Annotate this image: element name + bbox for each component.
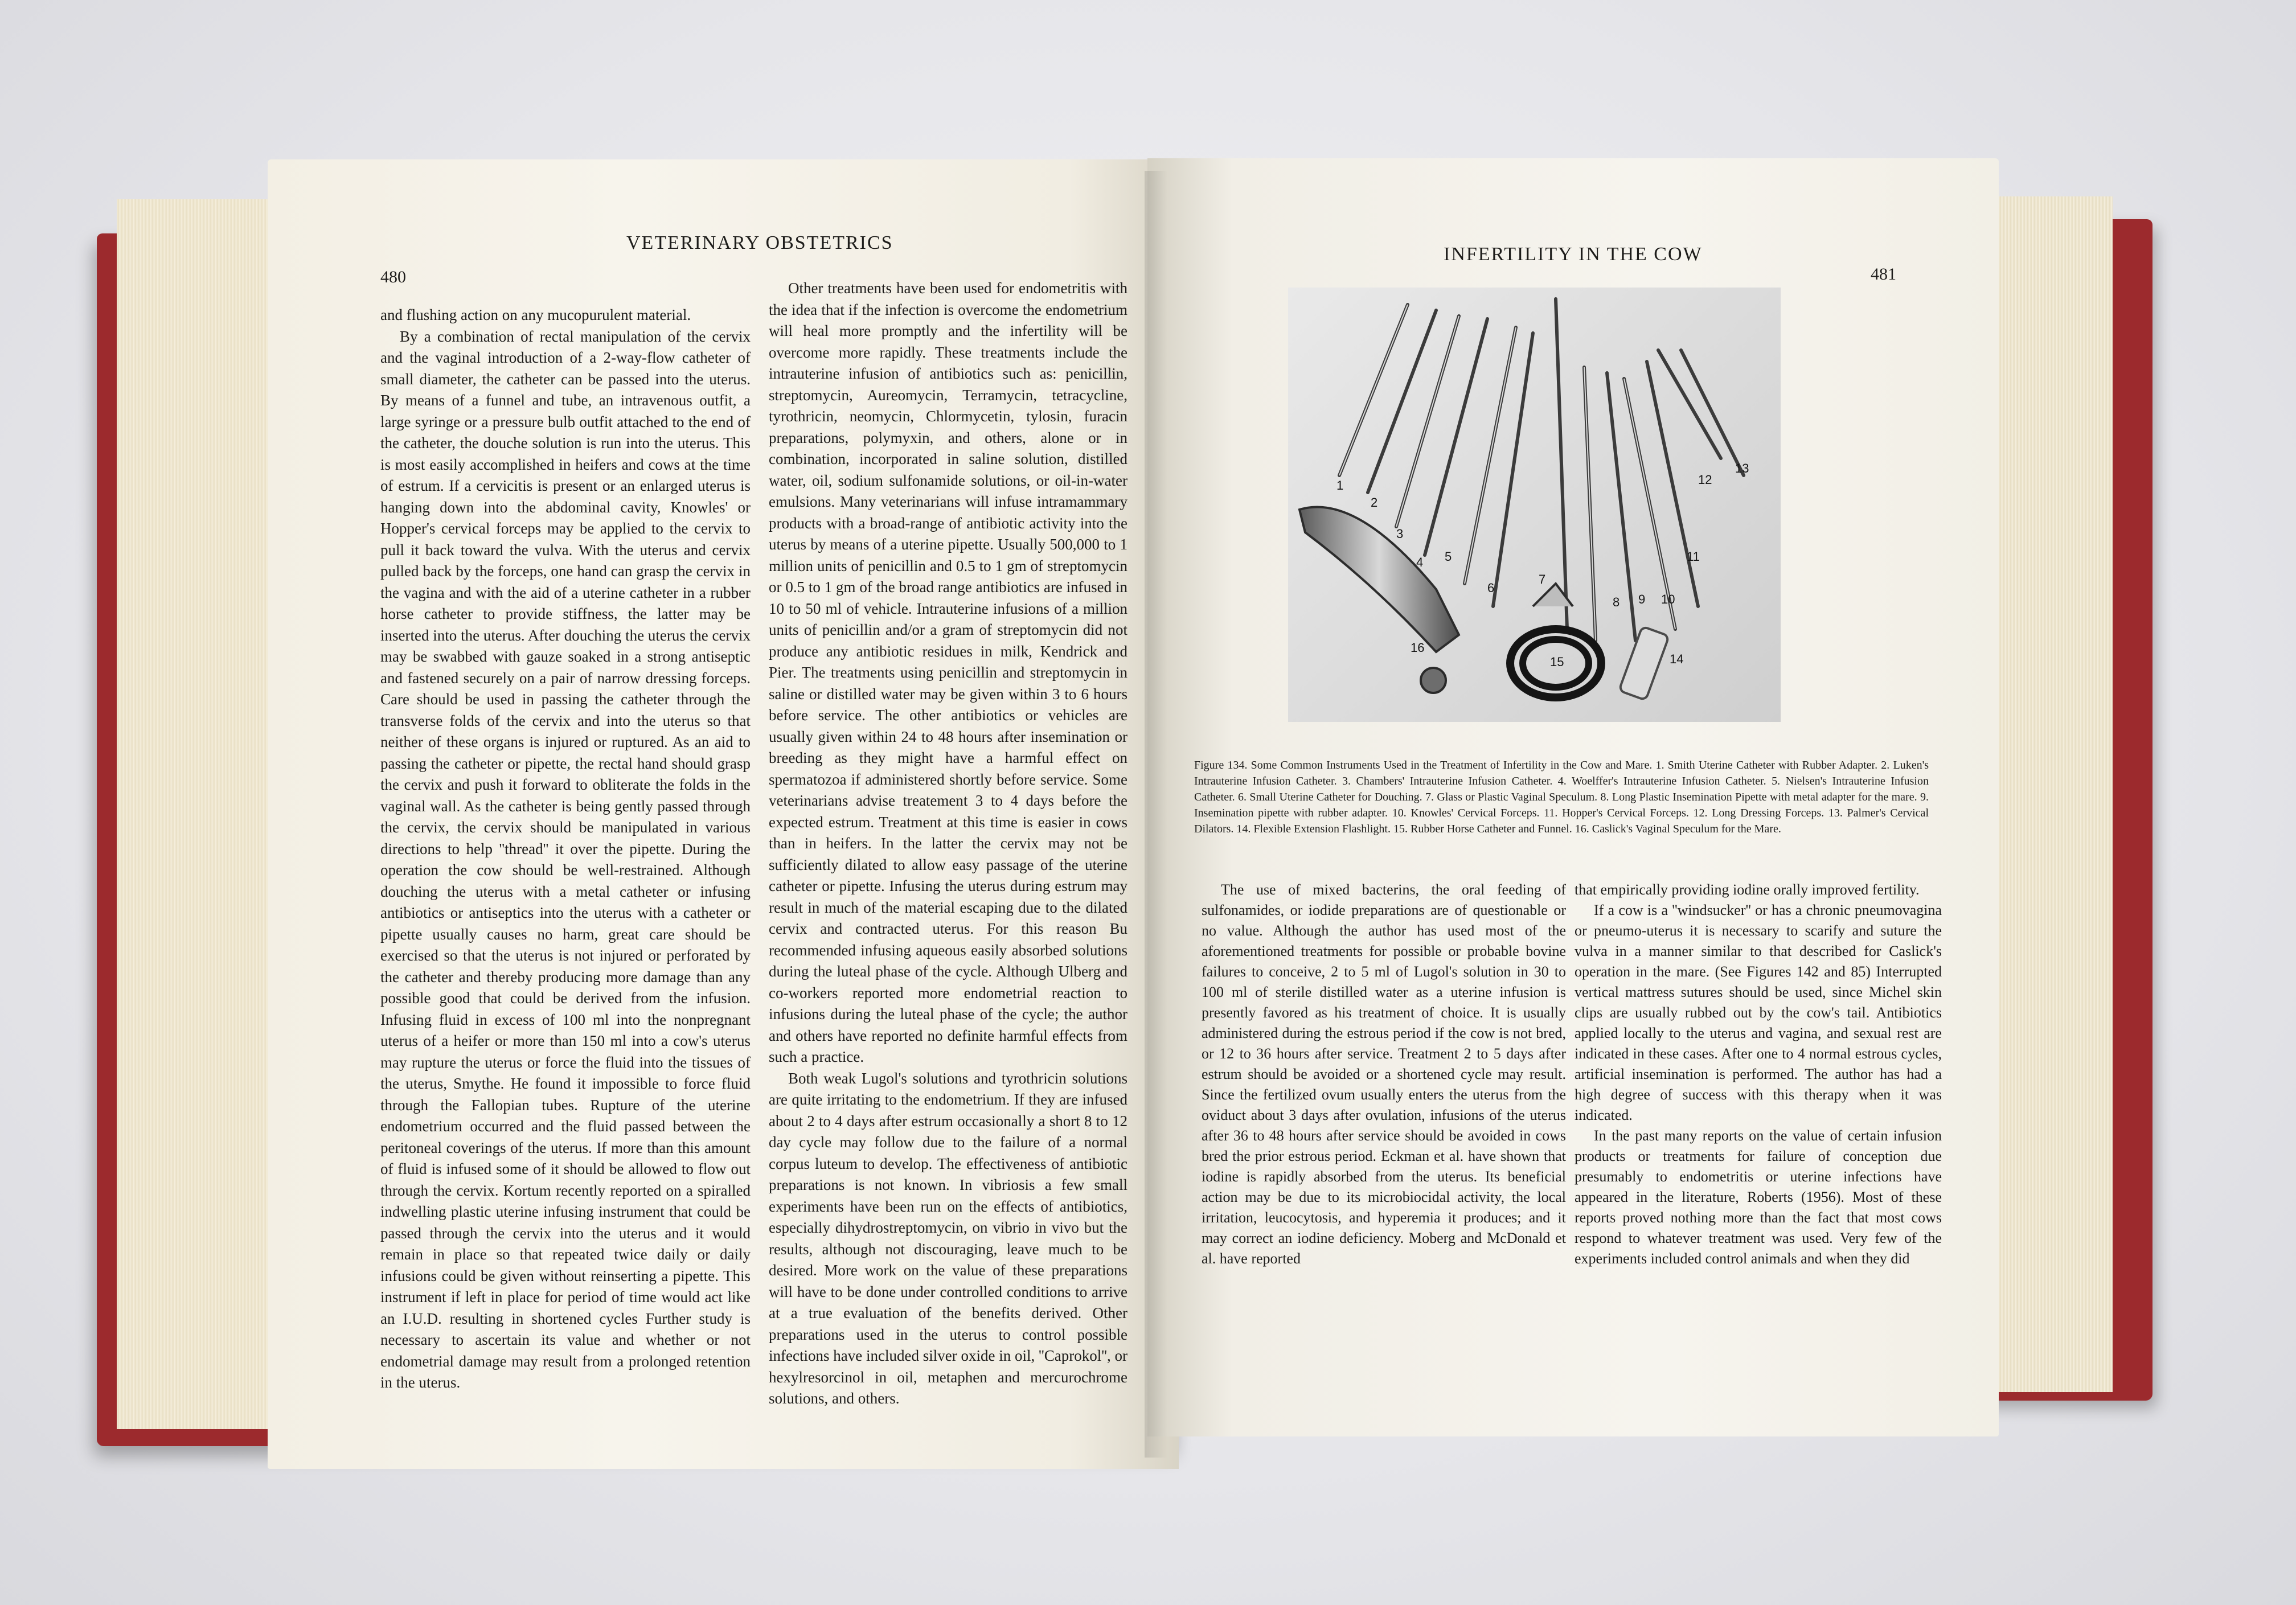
paragraph: that empirically providing iodine orally improved fertility. xyxy=(1575,881,1920,898)
figure-label: 15 xyxy=(1550,655,1564,669)
figure-label: 5 xyxy=(1445,549,1452,564)
paragraph: If a cow is a ''windsucker'' or has a chronic pneumovagina or pneumo-uterus it is necessary to scarify and suture the vulva in a manner similar to that described for Caslick's operation in the mare. (See Figures 142 and 85) Interrupted vertical mattress sutures should be used, since Michel skin clips are usually rubbed out by the cow's tail. Antibiotics applied locally to the uterus and vagina, and sexual rest are indicated in these cases. After one to 4 normal estrous cycles, artificial insemination is performed. The author has had a high degree of success with this therapy when it was indicated. xyxy=(1575,902,1942,1123)
page-edges-right xyxy=(1982,196,2113,1392)
figure-caption: Figure 134. Some Common Instruments Used in the Treatment of Infertility in the Cow and Mare. 1. Smith Uterine Catheter with Rubber Adapter. 2. Luken's Intrauterine Infusion Catheter. 3. Chambers' Intrauterine Infusion Catheter. 4. Woelffer's Intrauterine Infusion Catheter. 5. Nielsen's Intrauterine Infusion Catheter. 6. Small Uterine Catheter for Douching. 7. Glass or Plastic Vaginal Speculum. 8. Long Plastic Insemination Pipette with metal adapter for the mare. 9. Insemination pipette with rubber adapter. 10. Knowles' Cervical Forceps. 11. Hopper's Cervical Forceps. 12. Long Dressing Forceps. 13. Palmer's Cervical Dilators. 14. Flexible Extension Flashlight. 15. Rubber Horse Catheter and Funnel. 16. Caslick's Vaginal Speculum for the Mare. xyxy=(1194,759,1929,835)
figure-label: 8 xyxy=(1613,595,1620,609)
left-page-column-2 xyxy=(769,278,1128,1410)
figure-label: 4 xyxy=(1416,555,1424,569)
instruments-photograph xyxy=(1288,288,1781,722)
figure-label: 16 xyxy=(1411,641,1425,655)
right-page-column-1 xyxy=(1202,880,1566,1269)
figure-label: 1 xyxy=(1336,478,1344,492)
left-page-number: 480 xyxy=(380,268,406,286)
figure-label: 3 xyxy=(1396,527,1404,541)
right-page-column-2 xyxy=(1575,880,1942,1269)
paragraph: By a combination of rectal manipulation of the cervix and the vaginal introduction of a 2-way-flow catheter of small diameter, the catheter can be passed into the uterus. By means of a funnel and tube, an intravenous outfit, a large syringe or a pressure bulb outfit attached to the end of the catheter, the douche solution is run into the uterus. This is most easily accomplished in heifers and cows at the time of estrum. If a cervicitis is present or an enlarged uterus is hanging down into the abdominal cavity, Knowles' or Hopper's cervical forceps may be applied to the cervix to pull it back toward the vulva. With the uterus and cervix pulled back by the forceps, one hand can grasp the cervix in the vagina and with the aid of a uterine catheter in a rubber horse catheter to provide stiffness, the latter may be inserted into the uterus. After douching the uterus the cervix may be swabbed with gauze soaked in a strong antiseptic and fastened securely on a pair of narrow dressing forceps. Care should be used in passing the catheter through the transverse folds of the cervix and into the uterus so that neither of these organs is injured or ruptured. As an aid to passing the catheter or pipette, the rectal hand should grasp the cervix and push it forward to obliterate the folds in the vaginal wall. As the catheter is being gently passed through the cervix, the cervix should be manipulated in various directions to help ''thread'' it over the pipette. During the operation the cow should be well-restrained. Although douching the uterus with a metal catheter or infusing antibiotics or antiseptics into the uterus with a catheter or pipette usually causes no harm, great care should be exercised so that the uterus is not injured or perforated by the catheter and thereby producing more damage than any possible good that could be derived from the infusion. Infusing fluid in excess of 100 ml into the nonpregnant uterus of a heifer or more than 150 ml into a cow's uterus may rupture the uterus or force the fluid into the tissues of the uterus, Smythe. He found it impossible to force fluid through the Fallopian tubes. Rupture of the uterine endometrium occurred and the fluid passed between the peritoneal coverings of the uterus. If more than this amount of fluid is infused some of it should be allowed to flow out through the cervix. Kortum recently reported on a spiralled indwelling plastic uterine infusing instrument that could be passed through the cervix into the uterus and it would remain in place so that repeated twice daily or daily infusions could be given without reinserting a pipette. This instrument if left in place for period of time would act like an I.U.D. resulting in shortened cycles Further study is necessary to ascertain its value and whether or not endometrial damage may result from a prolonged retention in the uterus. xyxy=(380,327,751,1391)
figure-label: 12 xyxy=(1698,473,1712,487)
book-gutter xyxy=(1145,171,1167,1458)
paragraph: Other treatments have been used for endometritis with the idea that if the infection is overcome the endometrium will heal more promptly and the infertility will be overcome more rapidly. These treatments include the intrauterine infusion of antibiotics such as: penicillin, streptomycin, Aureomycin, Terramycin, tetracycline, tyrothricin, neomycin, Chlormycetin, tylosin, furacin preparations, polymyxin, and others, alone or in combination, incorporated in saline solution, distilled water, oil, sodium sulfonamide solutions, or oil-in-water emulsions. Many veterinarians will infuse intramammary products with a broad-range of antibiotic activity into the uterus by means of a uterine pipette. Usually 500,000 to 1 million units of penicillin and 0.5 to 1 gm of streptomycin or 0.5 to 1 gm of the broad range antibiotics are infused in 10 to 50 ml of vehicle. Intrauterine infusions of a million units of penicillin and/or a gram of streptomycin did not produce any antibiotic residues in milk, Kendrick and Pier. The treatments using penicillin and streptomycin in saline or distilled water may be given within 3 to 6 hours before service. The other antibiotics or vehicles are usually given within 24 to 48 hours after insemination or breeding as they might have a harmful effect on spermatozoa if administered shortly before service. Some veterinarians advise treatement 3 to 4 days before the expected estrum. Treatment at this time is easier in cows than in heifers. In the latter the cervix may not be sufficiently dilated to allow easy passage of the uterine catheter or pipette. Infusing the uterus during estrum may result in much of the material escaping due to the dilated cervix and contracted uterus. For this reason Bu recommended infusing aqueous easily absorbed solutions during the luteal phase of the cycle. Although Ulberg and co-workers reported more endometrial reaction to infusions during the luteal phase of the cycle; the author and others have reported no definite harmful effects from such a practice. xyxy=(769,280,1128,1065)
right-running-head: INFERTILITY IN THE COW xyxy=(1444,244,1703,265)
figure-label: 13 xyxy=(1735,461,1749,475)
figure-label: 9 xyxy=(1638,592,1646,606)
page-edges-left xyxy=(117,199,282,1429)
paragraph: The use of mixed bacterins, the oral feeding of sulfonamides, or iodide preparations are of questionable or no value. Although the author has used most of the aforementioned treatments for possible or probable bovine failures to conceive, 2 to 5 ml of Lugol's solution in 30 to 100 ml of sterile distilled water as a uterine infusion is presently favored as his treatment of choice. It is usually administered during the estrous period if the cow is not bred, or 12 to 36 hours after service. Treatment 2 to 5 days after estrum should be avoided or a shortened cycle may result. Since the fertilized ovum usually enters the uterus from the oviduct about 3 days after ovulation, infusions of the uterus after 36 to 48 hours after service should be avoided in cows bred the prior estrous period. Eckman et al. have shown that iodine is rapidly absorbed from the uterus. Its beneficial action may be due to its microbiocidal activity, the local irritation, leucocytosis, and hyperemia it produces; and it may correct an iodine deficiency. Moberg and McDonald et al. have reported xyxy=(1202,881,1566,1267)
figure-label: 10 xyxy=(1661,592,1675,606)
figure-label: 14 xyxy=(1670,652,1684,666)
paragraph: In the past many reports on the value of certain infusion products or treatments for failure of conception due presumably to endometritis or uterine infections have appeared in the literature, Roberts (1956). Most of these reports proved nothing more than the fact that most cows respond to whatever treatment was used. Very few of the experiments included control animals and when they did xyxy=(1575,1127,1942,1267)
figure-label: 6 xyxy=(1487,581,1495,595)
left-page-column-1 xyxy=(380,305,751,1394)
right-page-number: 481 xyxy=(1871,265,1896,284)
figure-label: 7 xyxy=(1539,572,1546,586)
figure-label: 2 xyxy=(1371,495,1378,510)
figure-label: 11 xyxy=(1687,549,1700,564)
paragraph: Both weak Lugol's solutions and tyrothricin solutions are quite irritating to the endometrium. If they are infused about 2 to 4 days after estrum occasionally a short 8 to 12 day cycle may follow due to the failure of a normal corpus luteum to develop. The effectiveness of antibiotic preparations is not known. In vibriosis a few small experiments have been run on the effects of antibiotics, especially dihydrostreptomycin, on vibrio in vivo but the results, although not discouraging, leave much to be desired. More work on the value of these preparations will have to be done under controlled conditions to arrive at a true evaluation of the benefits derived. Other preparations used in the uterus to control possible infections have included silver oxide in oil, ''Caprokol'', or hexylresorcinol in oil, metaphen and mercurochrome solutions, and others. xyxy=(769,1069,1128,1407)
paragraph: and flushing action on any mucopurulent material. xyxy=(380,306,691,323)
instruments-illustration xyxy=(1288,288,1781,722)
left-running-head: VETERINARY OBSTETRICS xyxy=(626,232,893,253)
